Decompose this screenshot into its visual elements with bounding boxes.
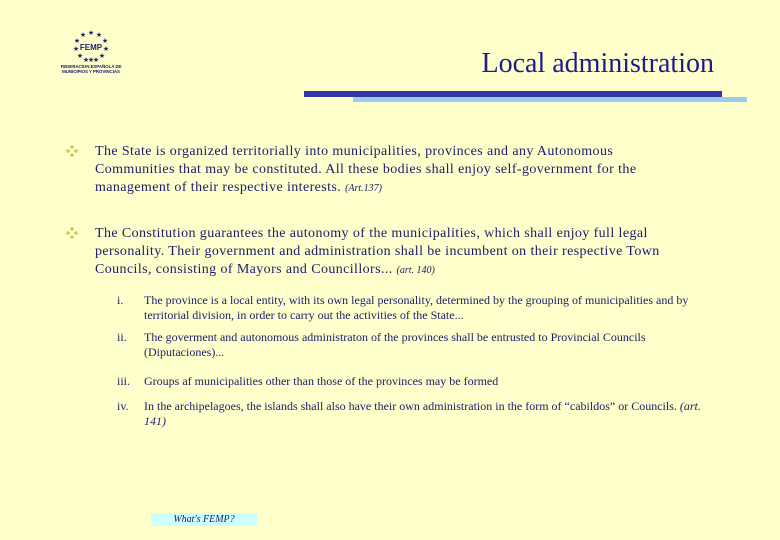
article-ref: (Art.137) bbox=[345, 183, 383, 194]
svg-text:★: ★ bbox=[92, 56, 100, 64]
sub-item-text: The province is a local entity, with its own legal personality, determined by the grouping of municipalities and by territorial division, in order to carry out the activities of the State... bbox=[144, 293, 689, 322]
article-ref: (art. 140) bbox=[396, 265, 435, 276]
whats-femp-link[interactable]: What's FEMP? bbox=[151, 513, 257, 526]
bullet-item bbox=[66, 225, 686, 280]
svg-text:★: ★ bbox=[72, 45, 80, 53]
logo-caption-2: MUNICIPIOS Y PROVINCIAS bbox=[62, 69, 120, 74]
slide-title: Local administration bbox=[481, 48, 714, 79]
svg-text:★: ★ bbox=[87, 29, 95, 37]
svg-text:★: ★ bbox=[101, 37, 109, 45]
sub-item bbox=[117, 293, 717, 323]
svg-text:★: ★ bbox=[95, 31, 103, 39]
stars-circle-icon bbox=[69, 28, 113, 64]
svg-text:★: ★ bbox=[73, 37, 81, 45]
title-underline-light bbox=[353, 97, 747, 102]
bullet-text: The Constitution guarantees the autonomy of the municipalities, which shall enjoy full legal personality. Their government and administration shall be incumbent on their respective Town Councils, consisting of Mayors and Councillors... bbox=[95, 226, 660, 277]
sub-item-text: Groups af municipalities other than those of the provinces may be formed bbox=[144, 374, 499, 388]
sub-item bbox=[117, 330, 717, 360]
femp-logo bbox=[58, 28, 124, 76]
sub-item bbox=[117, 399, 717, 429]
bullet-item bbox=[66, 143, 686, 198]
svg-text:★: ★ bbox=[87, 56, 95, 64]
logo-text: FEMP bbox=[79, 43, 103, 52]
sub-item-number: i. bbox=[117, 293, 124, 307]
svg-text:★: ★ bbox=[76, 52, 84, 60]
svg-text:★: ★ bbox=[102, 45, 110, 53]
bullet-text: The State is organized territorially into municipalities, provinces and any Autonomous Communities that may be constituted. All these bodies shall enjoy self-government for the management of their respective interests. bbox=[95, 144, 637, 195]
svg-text:★: ★ bbox=[98, 52, 106, 60]
diamond-bullet-icon bbox=[66, 145, 78, 157]
diamond-bullet-icon bbox=[66, 227, 78, 239]
svg-text:★: ★ bbox=[79, 31, 87, 39]
sub-item-text: The goverment and autonomous administraton of the provinces shall be entrusted to Provincial Councils (Diputaciones)... bbox=[144, 330, 646, 359]
svg-text:★: ★ bbox=[82, 56, 90, 64]
sub-item-number: ii. bbox=[117, 330, 127, 344]
sub-item bbox=[117, 374, 717, 389]
sub-item-number: iv. bbox=[117, 399, 129, 413]
logo-caption-1: FEDERACION ESPAÑOLA DE bbox=[60, 64, 122, 69]
article-ref: (art. 141) bbox=[144, 399, 701, 428]
sub-item-text: In the archipelagoes, the islands shall also have their own administration in the form of “cabildos” or Councils. bbox=[144, 399, 677, 413]
sub-item-number: iii. bbox=[117, 374, 131, 388]
